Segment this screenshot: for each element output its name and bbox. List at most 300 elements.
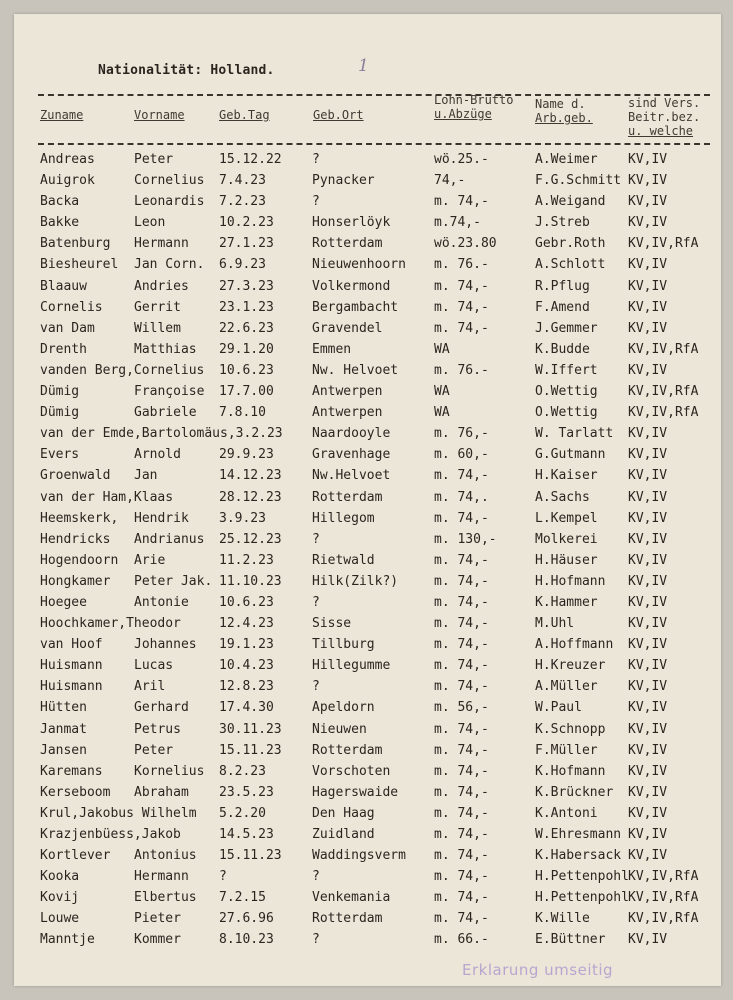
surname-cell: Hoegee — [40, 594, 87, 610]
wage-cell: WA — [434, 405, 450, 421]
wage-cell: m. 74,- — [434, 742, 489, 758]
first-name-cell: Andries — [134, 278, 189, 294]
insurance-cell: KV,IV — [628, 173, 668, 189]
employer-cell: K.Antoni — [535, 805, 598, 821]
surname-cell: Kerseboom — [40, 784, 111, 800]
first-name-cell: Peter — [134, 152, 174, 167]
wage-cell: 74,- — [434, 173, 466, 189]
insurance-cell: KV,IV — [628, 278, 668, 294]
birth-place-cell: Hagerswaide — [312, 784, 399, 800]
first-name-cell: Willem — [134, 320, 181, 336]
table-row — [0, 297, 733, 318]
wage-cell: m. 74,- — [434, 616, 489, 632]
first-name-cell: Gerhard — [134, 700, 189, 716]
wage-cell: m. 74,- — [434, 637, 489, 653]
insurance-cell: KV,IV — [628, 299, 668, 315]
col-header-wage-1: Lohn-Brutto — [434, 93, 514, 107]
birth-date-cell: 11.2.23 — [219, 552, 274, 568]
table-row — [0, 655, 733, 676]
wage-cell: m. 56,- — [434, 700, 489, 716]
surname-cell: Janmat — [40, 721, 87, 737]
handwritten-note: Erklarung umseitig — [462, 961, 614, 979]
wage-cell: m. 74,- — [434, 848, 489, 864]
birth-place-cell: ? — [312, 679, 320, 695]
table-row — [0, 381, 733, 402]
table-row — [0, 929, 733, 950]
birth-place-cell: Volkermond — [312, 278, 391, 294]
wage-cell: WA — [434, 341, 450, 357]
birth-date-cell: 23.5.23 — [219, 784, 274, 800]
birth-place-cell: Nieuwenhoorn — [312, 257, 406, 273]
birth-place-cell: Rotterdam — [312, 236, 383, 252]
wage-cell: m. 74,- — [434, 721, 489, 737]
birth-date-cell: 6.9.23 — [219, 257, 266, 273]
birth-place-cell: Venkemania — [312, 890, 391, 906]
birth-place-cell: Antwerpen — [312, 405, 383, 421]
birth-date-cell: 15.11.23 — [219, 848, 282, 864]
surname-cell: Jansen — [40, 742, 87, 758]
surname-cell: Kovij — [40, 890, 80, 906]
insurance-cell: KV,IV,RfA — [628, 405, 699, 421]
surname-cell: van Hoof — [40, 637, 103, 653]
insurance-cell: KV,IV — [628, 932, 668, 948]
employer-cell: A.Weimer — [535, 152, 598, 167]
insurance-cell: KV,IV — [628, 257, 668, 273]
birth-date-cell: 10.2.23 — [219, 215, 274, 231]
first-name-cell: Antonie — [134, 594, 189, 610]
birth-place-cell: Gravenhage — [312, 447, 391, 463]
surname-cell: Hogendoorn — [40, 552, 119, 568]
birth-date-cell: 23.1.23 — [219, 299, 274, 315]
employer-cell: A.Sachs — [535, 489, 590, 505]
first-name-cell: Petrus — [134, 721, 181, 737]
table-row — [0, 761, 733, 782]
surname-cell: van Dam — [40, 320, 95, 336]
birth-date-cell: 10.4.23 — [219, 658, 274, 674]
insurance-cell: KV,IV — [628, 784, 668, 800]
insurance-cell: KV,IV,RfA — [628, 236, 699, 252]
table-row — [0, 697, 733, 718]
employer-cell: K.Habersack — [535, 848, 622, 864]
wage-cell: m. 74,- — [434, 299, 489, 315]
table-row — [0, 212, 733, 233]
table-row — [0, 487, 733, 508]
table-row — [0, 908, 733, 929]
wage-cell: WA — [434, 384, 450, 400]
surname-cell: Hongkamer — [40, 573, 111, 589]
wage-cell: m. 74,- — [434, 805, 489, 821]
employer-cell: A.Schlott — [535, 257, 606, 273]
employer-cell: H.Pettenpohl — [535, 869, 629, 885]
birth-place-cell: Hillegumme — [312, 658, 391, 674]
surname-cell: Louwe — [40, 911, 80, 927]
col-header-insurance-2: Beitr.bez. — [628, 110, 701, 124]
surname-cell: van der Ham,Klaas — [40, 489, 174, 505]
birth-place-cell: Bergambacht — [312, 299, 399, 315]
employer-cell: F.G.Schmitt — [535, 173, 622, 189]
wage-cell: m. 74,- — [434, 911, 489, 927]
insurance-cell: KV,IV — [628, 215, 668, 231]
employer-cell: K.Wille — [535, 911, 590, 927]
first-name-cell: Françoise — [134, 384, 205, 400]
birth-place-cell: ? — [312, 194, 320, 210]
first-name-cell: Gerrit — [134, 299, 181, 315]
wage-cell: m. 74,- — [434, 573, 489, 589]
employer-cell: J.Streb — [535, 215, 590, 231]
employer-cell: M.Uhl — [535, 616, 575, 632]
surname-cell: Huismann — [40, 679, 103, 695]
col-header-insurance-3: u. welche — [628, 124, 694, 138]
table-row — [0, 845, 733, 866]
employer-cell: F.Amend — [535, 299, 590, 315]
insurance-cell: KV,IV,RfA — [628, 869, 699, 885]
header-rule-bottom — [38, 143, 710, 145]
birth-place-cell: ? — [312, 932, 320, 948]
insurance-cell: KV,IV — [628, 637, 668, 653]
first-name-cell: Hermann — [134, 236, 189, 252]
birth-date-cell: 10.6.23 — [219, 594, 274, 610]
surname-cell: Andreas — [40, 152, 95, 167]
first-name-cell: Hendrik — [134, 510, 189, 526]
surname-cell: Manntje — [40, 932, 95, 948]
birth-place-cell: Zuidland — [312, 827, 375, 842]
birth-date-cell: 27.1.23 — [219, 236, 274, 252]
first-name-cell: Andrianus — [134, 531, 205, 547]
employer-cell: W. Tarlatt — [535, 426, 614, 442]
table-row — [0, 170, 733, 191]
surname-cell: Hütten — [40, 700, 87, 716]
birth-date-cell: 8.2.23 — [219, 763, 266, 779]
table-row — [0, 423, 733, 444]
insurance-cell: KV,IV — [628, 152, 668, 167]
table-row — [0, 740, 733, 761]
insurance-cell: KV,IV — [628, 721, 668, 737]
birth-place-cell: Den Haag — [312, 805, 375, 821]
surname-cell: Karemans — [40, 763, 103, 779]
surname-cell: vanden Berg,Cornelius — [40, 362, 205, 378]
birth-place-cell: Emmen — [312, 341, 352, 357]
birth-date-cell: 12.4.23 — [219, 616, 274, 632]
birth-date-cell: 17.4.30 — [219, 700, 274, 716]
birth-date-cell: 14.5.23 — [219, 827, 274, 842]
birth-date-cell: 30.11.23 — [219, 721, 282, 737]
birth-place-cell: Rotterdam — [312, 742, 383, 758]
birth-place-cell: Rotterdam — [312, 911, 383, 927]
first-name-cell: Elbertus — [134, 890, 197, 906]
surname-cell: Cornelis — [40, 299, 103, 315]
birth-date-cell: 29.9.23 — [219, 447, 274, 463]
col-header-employer-1: Name d. — [535, 97, 586, 111]
first-name-cell: Aril — [134, 679, 166, 695]
first-name-cell: Pieter — [134, 911, 181, 927]
birth-date-cell: 15.12.22 — [219, 152, 282, 167]
birth-date-cell: 8.10.23 — [219, 932, 274, 948]
surname-cell: Huismann — [40, 658, 103, 674]
insurance-cell: KV,IV — [628, 320, 668, 336]
table-row — [0, 782, 733, 803]
insurance-cell: KV,IV — [628, 679, 668, 695]
wage-cell: m. 74,- — [434, 763, 489, 779]
employer-cell: K.Brückner — [535, 784, 614, 800]
table-row — [0, 508, 733, 529]
table-row — [0, 149, 733, 170]
surname-cell: Dümig — [40, 384, 80, 400]
surname-cell: Dümig — [40, 405, 80, 421]
table-row — [0, 339, 733, 360]
table-row — [0, 254, 733, 275]
table-row — [0, 719, 733, 740]
surname-cell: Auigrok — [40, 173, 95, 189]
nationality-heading: Nationalität: Holland. — [98, 63, 275, 78]
wage-cell: m. 66.- — [434, 932, 489, 948]
wage-cell: m. 74,- — [434, 194, 489, 210]
wage-cell: m. 76.- — [434, 362, 489, 378]
col-header-surname: Zuname — [40, 108, 84, 122]
insurance-cell: KV,IV — [628, 742, 668, 758]
col-header-birth-date: Geb.Tag — [219, 108, 270, 122]
birth-place-cell: Gravendel — [312, 320, 383, 336]
insurance-cell: KV,IV — [628, 700, 668, 716]
first-name-cell: Cornelius — [134, 173, 205, 189]
birth-date-cell: 10.6.23 — [219, 362, 274, 378]
employer-cell: W.Paul — [535, 700, 582, 716]
insurance-cell: KV,IV — [628, 468, 668, 484]
table-row — [0, 592, 733, 613]
wage-cell: m. 60,- — [434, 447, 489, 463]
wage-cell: m. 74,- — [434, 827, 489, 842]
table-row — [0, 191, 733, 212]
birth-date-cell: 3.9.23 — [219, 510, 266, 526]
insurance-cell: KV,IV — [628, 447, 668, 463]
first-name-cell: Peter Jak. — [134, 573, 213, 589]
employer-cell: Gebr.Roth — [535, 236, 606, 252]
first-name-cell: Leon — [134, 215, 166, 231]
birth-place-cell: Hilk(Zilk?) — [312, 573, 399, 589]
wage-cell: m. 74,- — [434, 890, 489, 906]
table-row — [0, 233, 733, 254]
first-name-cell: Peter — [134, 742, 174, 758]
first-name-cell: Jan — [134, 468, 158, 484]
birth-date-cell: 11.10.23 — [219, 573, 282, 589]
surname-cell: Krazjenbüess,Jakob — [40, 827, 181, 842]
header-rule-top — [38, 94, 710, 96]
insurance-cell: KV,IV — [628, 362, 668, 378]
birth-place-cell: Tillburg — [312, 637, 375, 653]
insurance-cell: KV,IV — [628, 510, 668, 526]
first-name-cell: Gabriele — [134, 405, 197, 421]
first-name-cell: Arnold — [134, 447, 181, 463]
employer-cell: O.Wettig — [535, 384, 598, 400]
birth-date-cell: 5.2.20 — [219, 805, 266, 821]
first-name-cell: Johannes — [134, 637, 197, 653]
surname-cell: Drenth — [40, 341, 87, 357]
employer-cell: H.Hofmann — [535, 573, 606, 589]
employer-cell: E.Büttner — [535, 932, 606, 948]
birth-place-cell: Rietwald — [312, 552, 375, 568]
birth-date-cell: 12.8.23 — [219, 679, 274, 695]
birth-date-cell: 27.6.96 — [219, 911, 274, 927]
worker-table — [0, 149, 733, 951]
insurance-cell: KV,IV,RfA — [628, 890, 699, 906]
insurance-cell: KV,IV,RfA — [628, 384, 699, 400]
employer-cell: H.Pettenpohl — [535, 890, 629, 906]
employer-cell: L.Kempel — [535, 510, 598, 526]
wage-cell: m. 74,- — [434, 552, 489, 568]
wage-cell: m. 74,- — [434, 278, 489, 294]
page-number: 1 — [358, 56, 369, 76]
surname-cell: Hendricks — [40, 531, 111, 547]
birth-date-cell: 22.6.23 — [219, 320, 274, 336]
insurance-cell: KV,IV — [628, 594, 668, 610]
table-row — [0, 676, 733, 697]
birth-place-cell: Waddingsverm — [312, 848, 406, 864]
employer-cell: A.Müller — [535, 679, 598, 695]
employer-cell: K.Budde — [535, 341, 590, 357]
wage-cell: m. 130,- — [434, 531, 497, 547]
first-name-cell: Abraham — [134, 784, 189, 800]
surname-cell: Bakke — [40, 215, 80, 231]
employer-cell: A.Weigand — [535, 194, 606, 210]
birth-date-cell: 28.12.23 — [219, 489, 282, 505]
employer-cell: A.Hoffmann — [535, 637, 614, 653]
table-row — [0, 402, 733, 423]
first-name-cell: Antonius — [134, 848, 197, 864]
col-header-wage-2: u.Abzüge — [434, 107, 492, 121]
table-row — [0, 318, 733, 339]
wage-cell: m. 74,- — [434, 468, 489, 484]
wage-cell: m. 74,. — [434, 489, 489, 505]
birth-place-cell: Antwerpen — [312, 384, 383, 400]
insurance-cell: KV,IV — [628, 552, 668, 568]
surname-cell: Biesheurel — [40, 257, 119, 273]
surname-cell: Heemskerk, — [40, 510, 119, 526]
first-name-cell: Arie — [134, 552, 166, 568]
table-row — [0, 550, 733, 571]
first-name-cell: Hermann — [134, 869, 189, 885]
table-row — [0, 613, 733, 634]
surname-cell: Evers — [40, 447, 80, 463]
surname-cell: Blaauw — [40, 278, 87, 294]
first-name-cell: Matthias — [134, 341, 197, 357]
birth-place-cell: Pynacker — [312, 173, 375, 189]
insurance-cell: KV,IV,RfA — [628, 911, 699, 927]
col-header-insurance-1: sind Vers. — [628, 96, 701, 110]
surname-cell: Backa — [40, 194, 80, 210]
birth-date-cell: 7.4.23 — [219, 173, 266, 189]
insurance-cell: KV,IV — [628, 573, 668, 589]
employer-cell: J.Gemmer — [535, 320, 598, 336]
surname-cell: Kortlever — [40, 848, 111, 864]
employer-cell: O.Wettig — [535, 405, 598, 421]
first-name-cell: Jan Corn. — [134, 257, 205, 273]
birth-date-cell: 7.8.10 — [219, 405, 266, 421]
surname-cell: Kooka — [40, 869, 80, 885]
employer-cell: H.Häuser — [535, 552, 598, 568]
table-row — [0, 634, 733, 655]
employer-cell: K.Hofmann — [535, 763, 606, 779]
insurance-cell: KV,IV — [628, 194, 668, 210]
table-row — [0, 276, 733, 297]
birth-date-cell: 7.2.15 — [219, 890, 266, 906]
employer-cell: H.Kaiser — [535, 468, 598, 484]
employer-cell: F.Müller — [535, 742, 598, 758]
table-row — [0, 803, 733, 824]
employer-cell: K.Schnopp — [535, 721, 606, 737]
birth-place-cell: ? — [312, 531, 320, 547]
employer-cell: G.Gutmann — [535, 447, 606, 463]
table-row — [0, 824, 733, 845]
birth-date-cell: 29.1.20 — [219, 341, 274, 357]
table-row — [0, 887, 733, 908]
surname-cell: van der Emde,Bartolomäus,3.2.23 — [40, 426, 283, 442]
wage-cell: m. 76.- — [434, 257, 489, 273]
insurance-cell: KV,IV — [628, 658, 668, 674]
birth-place-cell: Nw.Helvoet — [312, 468, 391, 484]
birth-place-cell: ? — [312, 594, 320, 610]
birth-place-cell: Vorschoten — [312, 763, 391, 779]
employer-cell: R.Pflug — [535, 278, 590, 294]
wage-cell: m. 76,- — [434, 426, 489, 442]
insurance-cell: KV,IV — [628, 848, 668, 864]
table-row — [0, 444, 733, 465]
wage-cell: wö.23.80 — [434, 236, 497, 252]
birth-date-cell: 19.1.23 — [219, 637, 274, 653]
birth-place-cell: ? — [312, 152, 320, 167]
birth-place-cell: Nw. Helvoet — [312, 362, 399, 378]
birth-date-cell: 7.2.23 — [219, 194, 266, 210]
surname-cell: Krul,Jakobus Wilhelm — [40, 805, 197, 821]
wage-cell: wö.25.- — [434, 152, 489, 167]
employer-cell: Molkerei — [535, 531, 598, 547]
birth-place-cell: ? — [312, 869, 320, 885]
insurance-cell: KV,IV — [628, 489, 668, 505]
wage-cell: m. 74,- — [434, 594, 489, 610]
col-header-first-name: Vorname — [134, 108, 185, 122]
birth-date-cell: ? — [219, 869, 227, 885]
employer-cell: W.Iffert — [535, 362, 598, 378]
insurance-cell: KV,IV — [628, 827, 668, 842]
col-header-birth-place: Geb.Ort — [313, 108, 364, 122]
employer-cell: H.Kreuzer — [535, 658, 606, 674]
insurance-cell: KV,IV — [628, 805, 668, 821]
employer-cell: K.Hammer — [535, 594, 598, 610]
first-name-cell: Kornelius — [134, 763, 205, 779]
birth-date-cell: 17.7.00 — [219, 384, 274, 400]
col-header-employer-2: Arb.geb. — [535, 111, 593, 125]
surname-cell: Batenburg — [40, 236, 111, 252]
birth-date-cell: 27.3.23 — [219, 278, 274, 294]
first-name-cell: Leonardis — [134, 194, 205, 210]
employer-cell: W.Ehresmann — [535, 827, 622, 842]
wage-cell: m.74,- — [434, 215, 481, 231]
wage-cell: m. 74,- — [434, 510, 489, 526]
birth-place-cell: Rotterdam — [312, 489, 383, 505]
birth-place-cell: Honserlöyk — [312, 215, 391, 231]
insurance-cell: KV,IV — [628, 763, 668, 779]
wage-cell: m. 74,- — [434, 784, 489, 800]
table-row — [0, 866, 733, 887]
birth-place-cell: Sisse — [312, 616, 352, 632]
insurance-cell: KV,IV — [628, 531, 668, 547]
table-row — [0, 571, 733, 592]
insurance-cell: KV,IV — [628, 426, 668, 442]
table-row — [0, 360, 733, 381]
first-name-cell: Lucas — [134, 658, 174, 674]
wage-cell: m. 74,- — [434, 320, 489, 336]
surname-cell: Groenwald — [40, 468, 111, 484]
birth-date-cell: 25.12.23 — [219, 531, 282, 547]
table-row — [0, 529, 733, 550]
